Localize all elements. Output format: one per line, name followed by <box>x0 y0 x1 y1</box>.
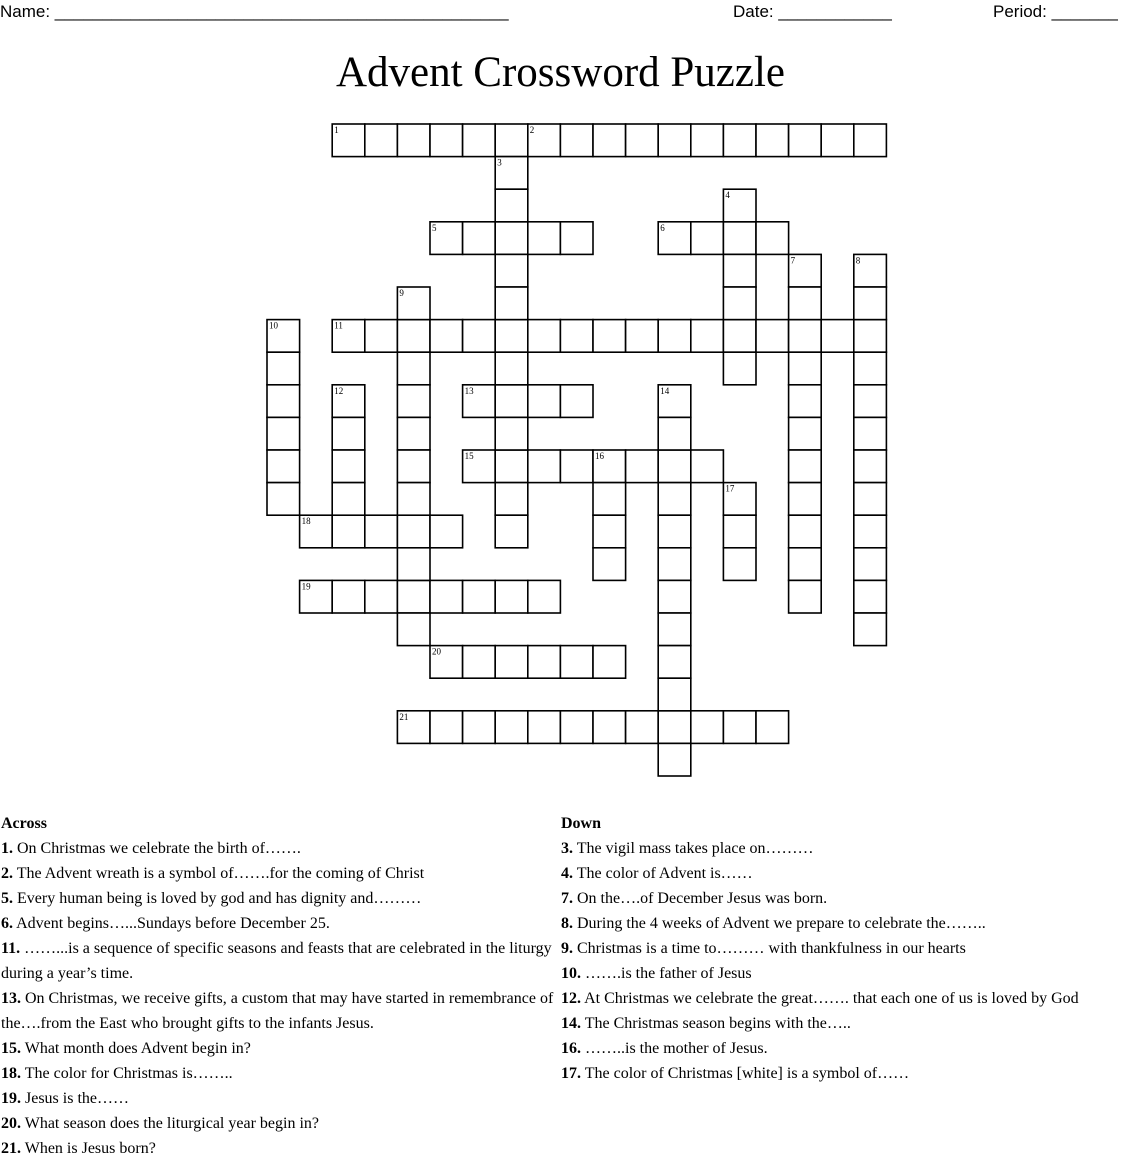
clue-text: On the….of December Jesus was born. <box>573 890 828 907</box>
grid-cell[interactable] <box>593 515 626 548</box>
clue-number: 17. <box>561 1065 581 1082</box>
grid-cell[interactable] <box>560 646 593 679</box>
grid-cell[interactable] <box>789 385 822 418</box>
grid-cell[interactable] <box>365 515 398 548</box>
clue-number: 17 <box>725 483 735 494</box>
clue-number: 21. <box>1 1140 21 1157</box>
grid-cell[interactable] <box>789 450 822 483</box>
across-clue <box>1 911 556 936</box>
grid-cell[interactable] <box>821 124 854 157</box>
clue-number: 1 <box>334 125 339 135</box>
clue-text: Every human being is loved by god and has dignity and……… <box>13 890 422 907</box>
clue-text: The color for Christmas is…….. <box>21 1065 233 1082</box>
clue-number: 7. <box>561 890 573 907</box>
grid-cell[interactable] <box>756 320 789 353</box>
clue-number: 19 <box>301 581 311 592</box>
clue-text: ……...is a sequence of specific seasons and feasts that are celebrated in the liturgy during a year’s time. <box>1 940 552 982</box>
grid-cell[interactable] <box>463 222 496 255</box>
clue-text: The color of Advent is…… <box>573 865 753 882</box>
clue-number: 9. <box>561 940 573 957</box>
across-heading: Across <box>1 815 47 832</box>
grid-cell[interactable] <box>854 417 887 450</box>
grid-cell[interactable] <box>658 483 691 516</box>
down-clue <box>561 986 1106 1011</box>
down-clue <box>561 961 1106 986</box>
clue-number: 19. <box>1 1090 21 1107</box>
grid-cell[interactable] <box>854 385 887 418</box>
down-clue <box>561 911 1106 936</box>
grid-cell[interactable] <box>756 222 789 255</box>
across-clue <box>1 1061 556 1086</box>
grid-cell[interactable] <box>528 711 561 744</box>
clue-number: 18. <box>1 1065 21 1082</box>
grid-cell[interactable] <box>854 124 887 157</box>
grid-cell[interactable] <box>365 124 398 157</box>
grid-cell[interactable] <box>528 320 561 353</box>
grid-cell[interactable] <box>397 352 430 385</box>
grid-cell[interactable] <box>430 515 463 548</box>
grid-cell[interactable] <box>723 287 756 320</box>
grid-cell[interactable] <box>691 711 724 744</box>
grid-cell[interactable] <box>723 711 756 744</box>
grid-cell[interactable] <box>789 580 822 613</box>
grid-cell[interactable] <box>658 580 691 613</box>
grid-cell[interactable] <box>463 646 496 679</box>
clue-number: 4 <box>725 190 730 201</box>
clue-number: 4. <box>561 865 573 882</box>
clue-number: 3. <box>561 840 573 857</box>
clue-number: 9 <box>399 288 404 298</box>
grid-cell[interactable] <box>789 483 822 516</box>
puzzle-title: Advent Crossword Puzzle <box>335 49 786 96</box>
grid-cell[interactable] <box>658 450 691 483</box>
grid-cell[interactable] <box>463 320 496 353</box>
down-clue <box>561 936 1106 961</box>
grid-cell[interactable] <box>332 450 365 483</box>
across-clue-list <box>1 836 556 1161</box>
across-clue <box>1 1086 556 1111</box>
grid-cell[interactable] <box>593 711 626 744</box>
grid-cell[interactable] <box>495 385 528 418</box>
clue-number: 5. <box>1 890 13 907</box>
grid-cell[interactable] <box>723 352 756 385</box>
clue-number: 20. <box>1 1115 21 1132</box>
grid-cell[interactable] <box>560 222 593 255</box>
date-field[interactable]: Date: ____________ <box>733 2 892 21</box>
grid-cell[interactable] <box>626 450 659 483</box>
clue-text: What season does the liturgical year begin in? <box>21 1115 319 1132</box>
grid-cell[interactable] <box>430 320 463 353</box>
grid-cell[interactable] <box>854 515 887 548</box>
grid-cell[interactable] <box>593 483 626 516</box>
clue-number: 11 <box>334 320 343 331</box>
clue-text: On Christmas we celebrate the birth of……. <box>13 840 301 857</box>
grid-cell[interactable] <box>528 385 561 418</box>
down-clue <box>561 1036 1106 1061</box>
clue-text: The Christmas season begins with the….. <box>581 1015 851 1032</box>
grid-cell[interactable] <box>397 483 430 516</box>
across-clue <box>1 1111 556 1136</box>
clue-number: 16 <box>595 451 604 461</box>
clue-number: 8 <box>855 255 861 266</box>
grid-cell[interactable] <box>789 352 822 385</box>
grid-cell[interactable] <box>658 515 691 548</box>
clue-number: 10. <box>561 965 581 982</box>
grid-cell[interactable] <box>560 711 593 744</box>
clue-number: 10 <box>269 320 278 331</box>
grid-cell[interactable] <box>267 385 300 418</box>
grid-cell[interactable] <box>789 417 822 450</box>
clue-text: When is Jesus born? <box>21 1140 156 1157</box>
clue-number: 2 <box>529 125 535 135</box>
grid-cell[interactable] <box>723 320 756 353</box>
clue-number: 16. <box>561 1040 581 1057</box>
grid-cell[interactable] <box>626 124 659 157</box>
clue-text: The Advent wreath is a symbol of…….for the coming of Christ <box>13 865 425 882</box>
clue-text: …….is the father of Jesus <box>581 965 752 982</box>
down-clue <box>561 836 1106 861</box>
grid-cell[interactable] <box>691 450 724 483</box>
grid-cell[interactable] <box>495 222 528 255</box>
grid-cell[interactable] <box>626 711 659 744</box>
grid-cell[interactable] <box>397 417 430 450</box>
grid-cell[interactable] <box>528 450 561 483</box>
grid-cell[interactable] <box>397 385 430 418</box>
clue-text: On Christmas, we receive gifts, a custom that may have started in remembrance of the….from the East who brought gifts to the infants Jesus. <box>1 990 554 1032</box>
clue-number: 6. <box>1 915 13 932</box>
grid-cell[interactable] <box>430 124 463 157</box>
clue-number: 15. <box>1 1040 21 1057</box>
clue-number: 14. <box>561 1015 581 1032</box>
clue-number: 1. <box>1 840 13 857</box>
grid-cell[interactable] <box>397 450 430 483</box>
grid-cell[interactable] <box>332 417 365 450</box>
grid-cell[interactable] <box>495 711 528 744</box>
down-heading: Down <box>561 815 602 832</box>
grid-cell[interactable] <box>658 124 691 157</box>
across-clue <box>1 861 556 886</box>
clue-number: 13. <box>1 990 21 1007</box>
grid-cell[interactable] <box>332 483 365 516</box>
grid-cell[interactable] <box>267 417 300 450</box>
clue-number: 20 <box>432 646 441 657</box>
grid-cell[interactable] <box>723 254 756 287</box>
grid-cell[interactable] <box>495 352 528 385</box>
down-clue <box>561 1011 1106 1036</box>
grid-cell[interactable] <box>528 646 561 679</box>
clue-number: 12. <box>561 990 581 1007</box>
grid-cell[interactable] <box>821 320 854 353</box>
grid-cell[interactable] <box>723 515 756 548</box>
down-clue-list <box>561 836 1106 1086</box>
grid-cell[interactable] <box>528 580 561 613</box>
clue-number: 11. <box>1 940 21 957</box>
name-field[interactable]: Name: ________________________________________________ <box>0 2 509 21</box>
grid-cell[interactable] <box>267 352 300 385</box>
grid-cell[interactable] <box>495 124 528 157</box>
grid-cell[interactable] <box>397 580 430 613</box>
clue-text: The color of Christmas [white] is a symbol of…… <box>581 1065 910 1082</box>
grid-cell[interactable] <box>495 580 528 613</box>
grid-cell[interactable] <box>723 124 756 157</box>
grid-cell[interactable] <box>495 189 528 222</box>
down-clue <box>561 886 1106 911</box>
clue-number: 15 <box>464 451 474 461</box>
grid-cell[interactable] <box>789 320 822 353</box>
grid-cell[interactable] <box>463 711 496 744</box>
grid-cell[interactable] <box>593 548 626 581</box>
grid-cell[interactable] <box>593 646 626 679</box>
grid-cell[interactable] <box>495 287 528 320</box>
grid-cell[interactable] <box>691 320 724 353</box>
grid-cell[interactable] <box>560 450 593 483</box>
grid-cell[interactable] <box>365 320 398 353</box>
grid-cell[interactable] <box>397 515 430 548</box>
clue-text: Advent begins…...Sundays before December 25. <box>13 915 330 932</box>
grid-cell[interactable] <box>430 711 463 744</box>
grid-cell[interactable] <box>267 450 300 483</box>
grid-cell[interactable] <box>756 124 789 157</box>
clue-text: ……..is the mother of Jesus. <box>581 1040 768 1057</box>
clue-number: 21 <box>399 711 409 722</box>
grid-cell[interactable] <box>397 548 430 581</box>
grid-cell[interactable] <box>267 483 300 516</box>
grid-cell[interactable] <box>789 287 822 320</box>
grid-cell[interactable] <box>463 580 496 613</box>
down-clues <box>561 811 1106 1086</box>
grid-cell[interactable] <box>854 450 887 483</box>
across-clues <box>1 811 556 1161</box>
clue-number: 18 <box>301 516 311 527</box>
grid-cell[interactable] <box>789 548 822 581</box>
grid-cell[interactable] <box>560 124 593 157</box>
grid-cell[interactable] <box>691 222 724 255</box>
grid-cell[interactable] <box>593 320 626 353</box>
grid-cell[interactable] <box>528 222 561 255</box>
grid-cell[interactable] <box>789 124 822 157</box>
grid-cell[interactable] <box>691 124 724 157</box>
clue-text: What month does Advent begin in? <box>21 1040 251 1057</box>
clue-number: 13 <box>464 385 474 396</box>
grid-cell[interactable] <box>658 613 691 646</box>
across-clue <box>1 1136 556 1161</box>
grid-cell[interactable] <box>854 548 887 581</box>
across-clue <box>1 886 556 911</box>
grid-cell[interactable] <box>658 678 691 711</box>
grid-cell[interactable] <box>397 320 430 353</box>
grid-cell[interactable] <box>854 320 887 353</box>
grid-cell[interactable] <box>397 124 430 157</box>
clue-text: Christmas is a time to……… with thankfulness in our hearts <box>573 940 966 957</box>
grid-cell[interactable] <box>854 483 887 516</box>
grid-cell[interactable] <box>723 222 756 255</box>
grid-cell[interactable] <box>560 385 593 418</box>
clue-number: 8. <box>561 915 573 932</box>
grid-cell[interactable] <box>626 320 659 353</box>
grid-cell[interactable] <box>560 320 593 353</box>
grid-cell[interactable] <box>495 483 528 516</box>
grid-cell[interactable] <box>854 287 887 320</box>
grid-cell[interactable] <box>365 580 398 613</box>
grid-cell[interactable] <box>495 417 528 450</box>
grid-cell[interactable] <box>495 320 528 353</box>
across-clue <box>1 836 556 861</box>
grid-cell[interactable] <box>658 320 691 353</box>
grid-cell[interactable] <box>430 580 463 613</box>
clue-number: 3 <box>497 157 502 168</box>
grid-cell[interactable] <box>789 515 822 548</box>
grid-cell[interactable] <box>495 515 528 548</box>
grid-cell[interactable] <box>593 124 626 157</box>
grid-cell[interactable] <box>332 515 365 548</box>
clue-text: During the 4 weeks of Advent we prepare to celebrate the…….. <box>573 915 986 932</box>
grid-cell[interactable] <box>854 352 887 385</box>
grid-cell[interactable] <box>723 548 756 581</box>
down-clue <box>561 1061 1106 1086</box>
clue-text: At Christmas we celebrate the great……. that each one of us is loved by God <box>581 990 1079 1007</box>
period-field[interactable]: Period: _______ <box>993 2 1118 21</box>
grid-cell[interactable] <box>495 254 528 287</box>
across-clue <box>1 1036 556 1061</box>
across-clue <box>1 936 556 986</box>
across-clue <box>1 986 556 1036</box>
grid-cell[interactable] <box>756 711 789 744</box>
clue-number: 5 <box>432 222 437 233</box>
grid-cell[interactable] <box>332 580 365 613</box>
grid-cell[interactable] <box>397 613 430 646</box>
grid-cell[interactable] <box>658 711 691 744</box>
clue-text: Jesus is the…… <box>21 1090 129 1107</box>
grid-cell[interactable] <box>854 580 887 613</box>
grid-cell[interactable] <box>658 743 691 776</box>
grid-cell[interactable] <box>658 548 691 581</box>
grid-cell[interactable] <box>658 646 691 679</box>
clue-text: The vigil mass takes place on……… <box>573 840 814 857</box>
grid-cell[interactable] <box>463 124 496 157</box>
clue-number: 6 <box>660 222 665 233</box>
grid-cell[interactable] <box>658 417 691 450</box>
grid-cell[interactable] <box>495 646 528 679</box>
clue-number: 14 <box>660 385 670 396</box>
clue-number: 2. <box>1 865 13 882</box>
clue-number: 7 <box>790 255 796 266</box>
clue-number: 12 <box>334 385 344 396</box>
grid-cell[interactable] <box>854 613 887 646</box>
grid-cell[interactable] <box>495 450 528 483</box>
down-clue <box>561 861 1106 886</box>
